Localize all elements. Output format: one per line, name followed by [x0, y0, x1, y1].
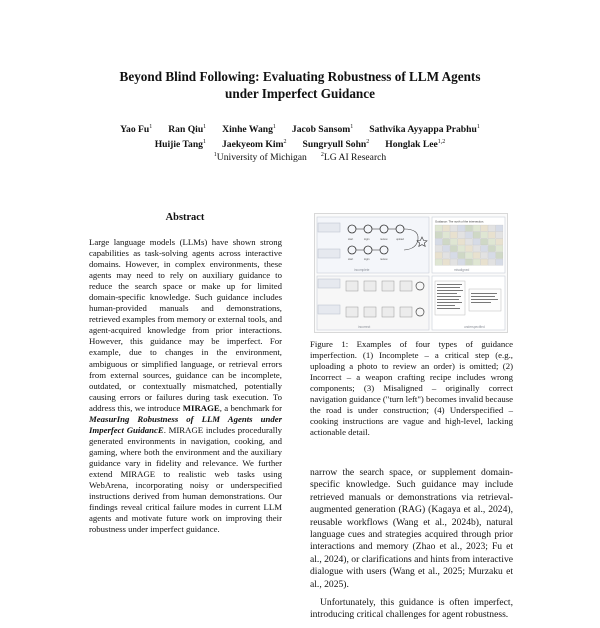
map-tile	[473, 239, 480, 245]
author-row-2	[0, 138, 600, 153]
body-paragraph-2: Unfortunately, this guidance is often imperfect, introducing critical challenges for agent robustness.	[310, 597, 513, 621]
author-name	[222, 124, 276, 135]
affiliation	[214, 152, 307, 163]
map-tile	[435, 252, 442, 258]
map-tile	[473, 252, 480, 258]
map-tile	[481, 225, 488, 231]
map-tile	[496, 245, 503, 251]
author-name-text: Xinhe Wang	[222, 124, 273, 135]
map-tile	[473, 232, 480, 238]
crafting-item-box	[382, 307, 394, 317]
map-tile	[450, 232, 457, 238]
map-tile	[458, 232, 465, 238]
map-tile	[465, 252, 472, 258]
step-label: review	[380, 238, 388, 241]
map-tile	[465, 245, 472, 251]
map-tile	[481, 232, 488, 238]
author-affiliation-mark: 1	[272, 124, 276, 130]
body-paragraph-1: narrow the search space, or supplement domain-specific knowledge. Such guidance may include retrieved manuals or demonstrations via retrieval-augmented generation (RAG) (Kagaya et al., 2024), reusable workflows (Wang et al., 2024b), natural language cues and strategies acquired through prior interactions and memory (Zhao et al., 2023; Fu et al., 2024), or clarifications and hints from interactive dialogue with users (Wang et al., 2025; Murzaku et al., 2025).	[310, 467, 514, 590]
affiliations	[0, 152, 600, 164]
step-label: login	[364, 238, 370, 241]
step-label: login	[364, 258, 370, 261]
title-line-2: under Imperfect Guidance	[225, 86, 375, 101]
affiliation	[321, 152, 386, 163]
author-name-text: Jaekyeom Kim	[221, 138, 284, 150]
body-text	[310, 467, 513, 628]
abstract-benchmark-name: MIRAGE	[182, 402, 220, 413]
figure-panel-underspecified	[432, 276, 505, 330]
map-tile	[481, 252, 488, 258]
map-tile	[465, 259, 472, 265]
map-tile	[481, 239, 488, 245]
crafting-item-box	[400, 307, 412, 317]
author-affiliation-mark: 1	[149, 124, 153, 130]
author-affiliation-mark: 1	[476, 124, 480, 130]
author-name-text: Yao Fu	[120, 124, 150, 135]
affiliation-mark: 1	[213, 152, 217, 158]
author-name	[222, 139, 287, 150]
map-tile	[488, 245, 495, 251]
author-affiliation-mark: 1,2	[437, 138, 446, 145]
map-tile	[450, 245, 457, 251]
map-tile	[481, 245, 488, 251]
author-affiliation-mark: 2	[283, 138, 287, 145]
author-name	[155, 139, 206, 150]
map-tile	[435, 232, 442, 238]
author-name	[385, 139, 445, 150]
crafting-item-box	[346, 281, 358, 291]
crafting-item-box	[346, 307, 358, 317]
panel-label-incomplete: incomplete	[354, 268, 370, 272]
abstract-benchmark-expansion: MeasurIng Robustness of LLM Agents under Imperfect GuidancE	[89, 413, 282, 435]
map-tile	[450, 239, 457, 245]
map-tile	[458, 239, 465, 245]
abstract-part-2: , a benchmark for	[219, 402, 282, 413]
map-tile	[443, 259, 450, 265]
author-row-1	[0, 123, 600, 138]
map-tile	[443, 239, 450, 245]
step-label: start	[348, 258, 354, 261]
map-tile	[473, 259, 480, 265]
crafting-item-box	[382, 281, 394, 291]
figure-caption: Figure 1: Examples of four types of guidance imperfection. (1) Incomplete – a critical step (e.g., uploading a photo to review an order) is omitted; (2) Incorrect – a weapon crafting recipe includes wrong components; (3) Misaligned – originally correct navigation guidance ("turn left") becomes invalid because the road is under construction; (4) Underspecified – cooking instructions are vague and high-level, lacking actionable detail.	[310, 339, 513, 438]
map-tile	[435, 259, 442, 265]
affiliation-name: University of Michigan	[216, 152, 307, 163]
author-name-text: Ran Qiu	[168, 124, 204, 135]
map-tile	[435, 239, 442, 245]
author-affiliation-mark: 1	[350, 124, 354, 130]
figure-panel-misaligned	[432, 217, 505, 273]
author-affiliation-mark: 1	[202, 138, 206, 145]
author-name	[369, 124, 480, 135]
author-name-text: Huijie Tang	[154, 138, 203, 150]
abstract-part-3: . MIRAGE includes procedurally generated environments in navigation, cooking, and gaming, where both the environment and the auxiliary guidance vary in fidelity and relevance. We further extend MIRAGE to realistic web tasks using WebArena, incorporating noisy or underspecified instructions derived from human demonstrations. Our findings reveal critical failure modes in current LLM agents and motivate future work on improving their robustness under imperfect guidance.	[89, 424, 282, 535]
map-tile	[473, 245, 480, 251]
map-tile	[443, 225, 450, 231]
map-tile	[496, 239, 503, 245]
map-tile	[496, 232, 503, 238]
map-tile	[481, 259, 488, 265]
map-tile	[443, 252, 450, 258]
abstract-text	[89, 237, 282, 535]
map-tile	[488, 239, 495, 245]
panel-label-incorrect: incorrect	[358, 325, 371, 329]
map-tile	[450, 259, 457, 265]
affiliation-name: LG AI Research	[323, 152, 387, 163]
author-name	[120, 124, 152, 135]
map-tile	[488, 232, 495, 238]
map-tile	[450, 225, 457, 231]
title-line-1: Beyond Blind Following: Evaluating Robustness of LLM Agents	[119, 69, 481, 84]
map-tile	[488, 225, 495, 231]
step-label: upload	[396, 238, 404, 241]
author-name	[292, 124, 353, 135]
map-tile	[488, 259, 495, 265]
author-name-text: Jacob Sansom	[291, 124, 351, 135]
map-tile	[458, 245, 465, 251]
step-label: start	[348, 238, 354, 241]
figure-panel-incorrect	[317, 276, 429, 330]
affiliation-mark: 2	[320, 152, 324, 158]
figure-panel-incomplete	[317, 217, 429, 273]
map-tile	[443, 232, 450, 238]
map-tile	[496, 225, 503, 231]
author-name	[168, 124, 206, 135]
map-tile	[443, 245, 450, 251]
figure-1	[314, 213, 508, 333]
author-name-text: Sungryull Sohn	[302, 138, 367, 150]
map-tile	[496, 252, 503, 258]
map-tile	[465, 232, 472, 238]
step-label: review	[380, 258, 388, 261]
map-tile	[435, 225, 442, 231]
panel-label-misaligned: misaligned	[454, 268, 470, 272]
map-tile	[450, 252, 457, 258]
paper-title	[0, 68, 600, 102]
map-tile	[435, 245, 442, 251]
author-affiliation-mark: 1	[203, 124, 207, 130]
map-tile	[458, 252, 465, 258]
author-name	[303, 139, 370, 150]
map-tile	[458, 225, 465, 231]
author-list	[0, 123, 600, 152]
map-tile	[465, 239, 472, 245]
panel-label-underspecified: underspecified	[464, 325, 485, 329]
author-name-text: Sathvika Ayyappa Prabhu	[369, 124, 477, 135]
crafting-item-box	[364, 281, 376, 291]
guidance-label: Guidance: The north of the intersection.	[435, 219, 485, 224]
abstract-part-1: Large language models (LLMs) have shown strong capabilities as task-solving agents across interactive domains. However, in complex environments, these agents may need to rely on auxiliary guidance to reduce the search space or make up for limited domain-specific knowledge. Such guidance includes human-provided manuals and demonstrations, retrieved examples from memory or external tools, and agent-acquired knowledge from prior interactions. However, this guidance may be imperfect. For example, due to changes in the environment, ambiguous or simplified language, or retrieval errors from external sources, guidance can be incomplete, outdated, or contextually mismatched, potentially causing errors or failures during task execution. To address this, we introduce	[89, 237, 282, 413]
map-tile	[465, 225, 472, 231]
author-name-text: Honglak Lee	[385, 138, 438, 150]
abstract-heading: Abstract	[165, 212, 205, 223]
crafting-item-box	[364, 307, 376, 317]
map-tile	[488, 252, 495, 258]
map-tile	[458, 259, 465, 265]
map-tile	[496, 259, 503, 265]
map-tile	[473, 225, 480, 231]
author-affiliation-mark: 2	[366, 138, 370, 145]
crafting-item-box	[400, 281, 412, 291]
